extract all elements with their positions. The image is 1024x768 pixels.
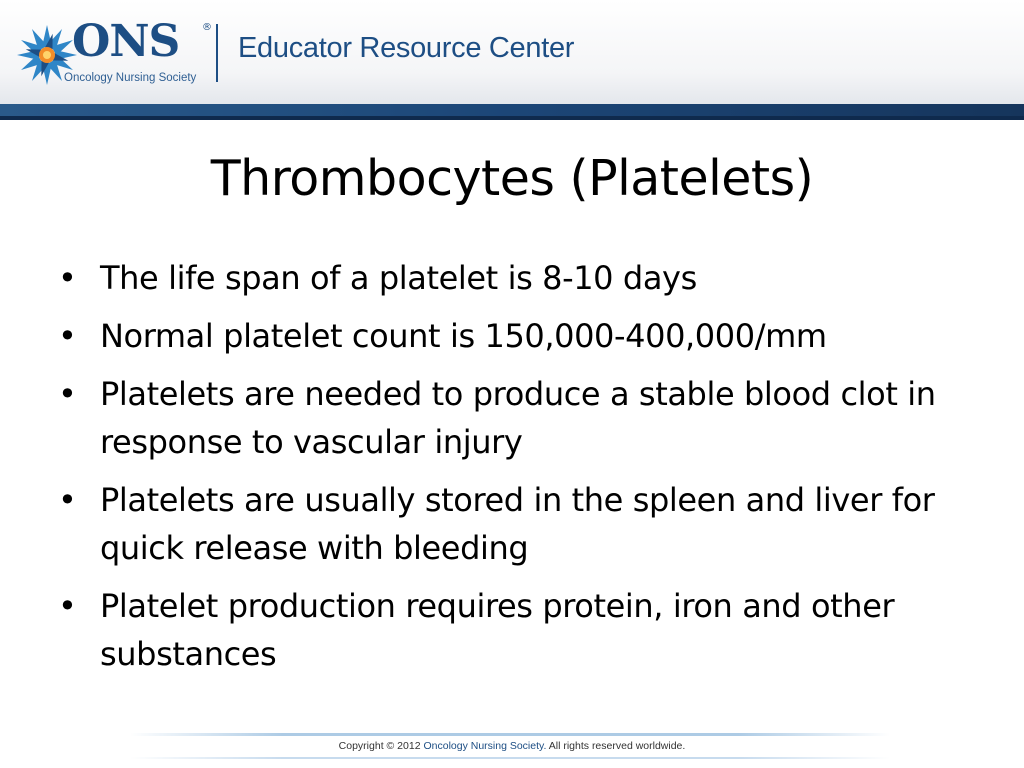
bullet-list — [58, 254, 988, 688]
bullet-item — [58, 312, 988, 360]
bullet-text: Normal platelet count is 150,000-400,000/mm — [100, 317, 827, 355]
bullet-dot: • — [58, 481, 77, 519]
bullet-text: Platelets are usually stored in the spleen and liver for quick release with bleeding — [100, 481, 935, 567]
copyright-suffix: All rights reserved worldwide. — [546, 740, 686, 752]
copyright-prefix: Copyright © 2012 — [338, 740, 424, 752]
bullet-dot: • — [58, 375, 77, 413]
registered-mark: ® — [202, 22, 212, 33]
copyright-footer — [0, 740, 1024, 752]
header-band — [0, 104, 1024, 120]
header-divider — [216, 24, 218, 82]
bullet-dot: • — [58, 317, 77, 355]
footer-rule-bottom — [130, 757, 890, 759]
bullet-text: Platelet production requires protein, iron and other substances — [100, 587, 895, 673]
footer-rule-top — [130, 733, 890, 736]
ons-logo[interactable] — [14, 12, 224, 92]
bullet-item — [58, 254, 988, 302]
bullet-dot: • — [58, 259, 77, 297]
copyright-org: Oncology Nursing Society. — [423, 740, 547, 752]
bullet-dot: • — [58, 587, 77, 625]
bullet-item — [58, 582, 988, 678]
header — [0, 0, 1024, 104]
bullet-text: The life span of a platelet is 8-10 days — [100, 259, 697, 297]
resource-center-title: Educator Resource Center — [238, 32, 575, 64]
slide-title: Thrombocytes (Platelets) — [210, 150, 814, 207]
logo-wordmark: ONS — [72, 16, 180, 67]
bullet-item — [58, 370, 988, 466]
logo-tagline: Oncology Nursing Society — [64, 72, 197, 84]
bullet-text: Platelets are needed to produce a stable blood clot in response to vascular injury — [100, 375, 936, 461]
bullet-item — [58, 476, 988, 572]
